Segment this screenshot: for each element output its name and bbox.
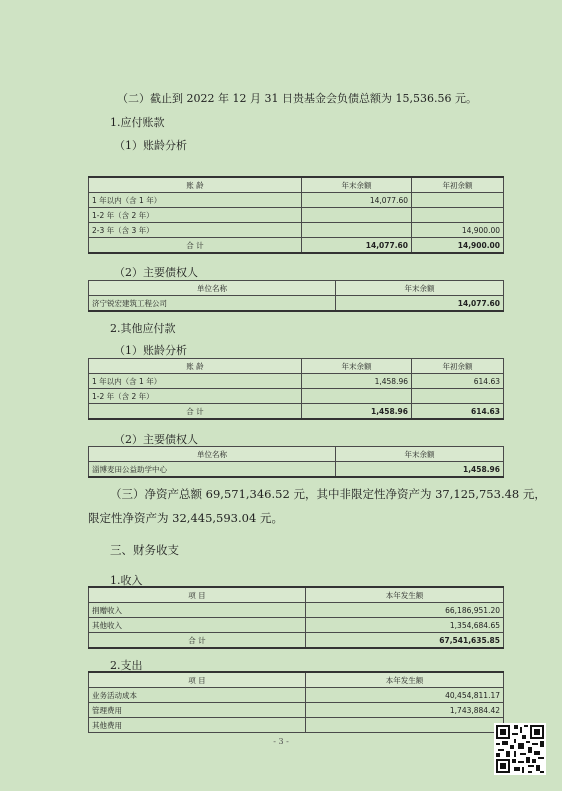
cell: 捐赠收入 xyxy=(89,603,306,618)
col-header: 年末余额 xyxy=(302,177,412,193)
col-header: 年末余额 xyxy=(302,359,412,374)
cell: 济宁锐宏建筑工程公司 xyxy=(89,296,336,312)
heading-oap-creditors: （2）主要债权人 xyxy=(114,433,198,446)
income-table xyxy=(88,586,504,649)
table-row xyxy=(89,718,504,733)
cell xyxy=(412,193,504,208)
cell: 1 年以内（含 1 年） xyxy=(89,193,302,208)
cell xyxy=(412,389,504,404)
cell: 1,743,884.42 xyxy=(306,703,504,718)
table-row xyxy=(89,208,504,223)
heading-accounts-payable: 1.应付账款 xyxy=(110,116,165,129)
table-row xyxy=(89,603,504,618)
table-row xyxy=(89,374,504,389)
net-assets-line-1: （三）净资产总额 69,571,346.52 元，其中非限定性净资产为 37,125,753.48 元， xyxy=(110,487,546,501)
cell: 管理费用 xyxy=(89,703,306,718)
col-header: 年初余额 xyxy=(412,177,504,193)
cell: 合 计 xyxy=(89,404,302,420)
cell: 14,077.60 xyxy=(336,296,504,312)
net-assets-line-2: 限定性净资产为 32,445,593.04 元。 xyxy=(88,511,283,525)
qr-code-icon xyxy=(494,723,546,775)
cell: 1,458.96 xyxy=(302,374,412,389)
col-header: 账 龄 xyxy=(89,359,302,374)
total-row xyxy=(89,238,504,254)
ap-aging-table xyxy=(88,176,504,254)
table-row xyxy=(89,193,504,208)
cell: 14,900.00 xyxy=(412,223,504,238)
ap-creditors-table xyxy=(88,280,504,312)
liabilities-summary: （二）截止到 2022 年 12 月 31 日贵基金会负债总额为 15,536.56 元。 xyxy=(117,92,477,105)
table-row xyxy=(89,389,504,404)
cell: 1-2 年（含 2 年） xyxy=(89,389,302,404)
col-header: 项 目 xyxy=(89,587,306,603)
col-header: 本年发生额 xyxy=(306,672,504,688)
table-row xyxy=(89,296,504,312)
cell: 14,077.60 xyxy=(302,238,412,254)
cell: 614.63 xyxy=(412,374,504,389)
table-row xyxy=(89,223,504,238)
col-header: 年初余额 xyxy=(412,359,504,374)
table-row xyxy=(89,462,504,478)
cell: 1,458.96 xyxy=(302,404,412,420)
cell: 614.63 xyxy=(412,404,504,420)
heading-ap-creditors: （2）主要债权人 xyxy=(114,266,198,279)
cell: 14,077.60 xyxy=(302,193,412,208)
heading-financial: 三、财务收支 xyxy=(110,543,179,557)
cell: 1,458.96 xyxy=(336,462,504,478)
heading-expense: 2.支出 xyxy=(110,659,143,672)
heading-income: 1.收入 xyxy=(110,574,143,587)
cell: 1-2 年（含 2 年） xyxy=(89,208,302,223)
cell: 2-3 年（含 3 年） xyxy=(89,223,302,238)
total-row xyxy=(89,404,504,420)
cell: 其他收入 xyxy=(89,618,306,633)
heading-other-payables: 2.其他应付款 xyxy=(110,322,176,335)
col-header: 单位名称 xyxy=(89,281,336,296)
heading-oap-aging: （1）账龄分析 xyxy=(114,344,187,357)
oap-aging-table xyxy=(88,358,504,420)
col-header: 账 龄 xyxy=(89,177,302,193)
cell: 1,354,684.65 xyxy=(306,618,504,633)
col-header: 年末余额 xyxy=(336,447,504,462)
cell: 合 计 xyxy=(89,238,302,254)
cell: 14,900.00 xyxy=(412,238,504,254)
col-header: 单位名称 xyxy=(89,447,336,462)
cell: 67,541,635.85 xyxy=(306,633,504,649)
cell: 淄博麦田公益助学中心 xyxy=(89,462,336,478)
cell: 66,186,951.20 xyxy=(306,603,504,618)
cell xyxy=(302,208,412,223)
expense-table xyxy=(88,671,504,733)
page-number: - 3 - xyxy=(273,737,289,746)
heading-ap-aging: （1）账龄分析 xyxy=(114,139,187,152)
col-header: 年末余额 xyxy=(336,281,504,296)
table-row xyxy=(89,618,504,633)
cell xyxy=(306,718,504,733)
oap-creditors-table xyxy=(88,446,504,478)
cell: 1 年以内（含 1 年） xyxy=(89,374,302,389)
table-row xyxy=(89,688,504,703)
cell: 合 计 xyxy=(89,633,306,649)
col-header: 项 目 xyxy=(89,672,306,688)
cell: 其他费用 xyxy=(89,718,306,733)
table-row xyxy=(89,703,504,718)
cell: 40,454,811.17 xyxy=(306,688,504,703)
cell: 业务活动成本 xyxy=(89,688,306,703)
total-row xyxy=(89,633,504,649)
cell xyxy=(412,208,504,223)
cell xyxy=(302,389,412,404)
col-header: 本年发生额 xyxy=(306,587,504,603)
cell xyxy=(302,223,412,238)
